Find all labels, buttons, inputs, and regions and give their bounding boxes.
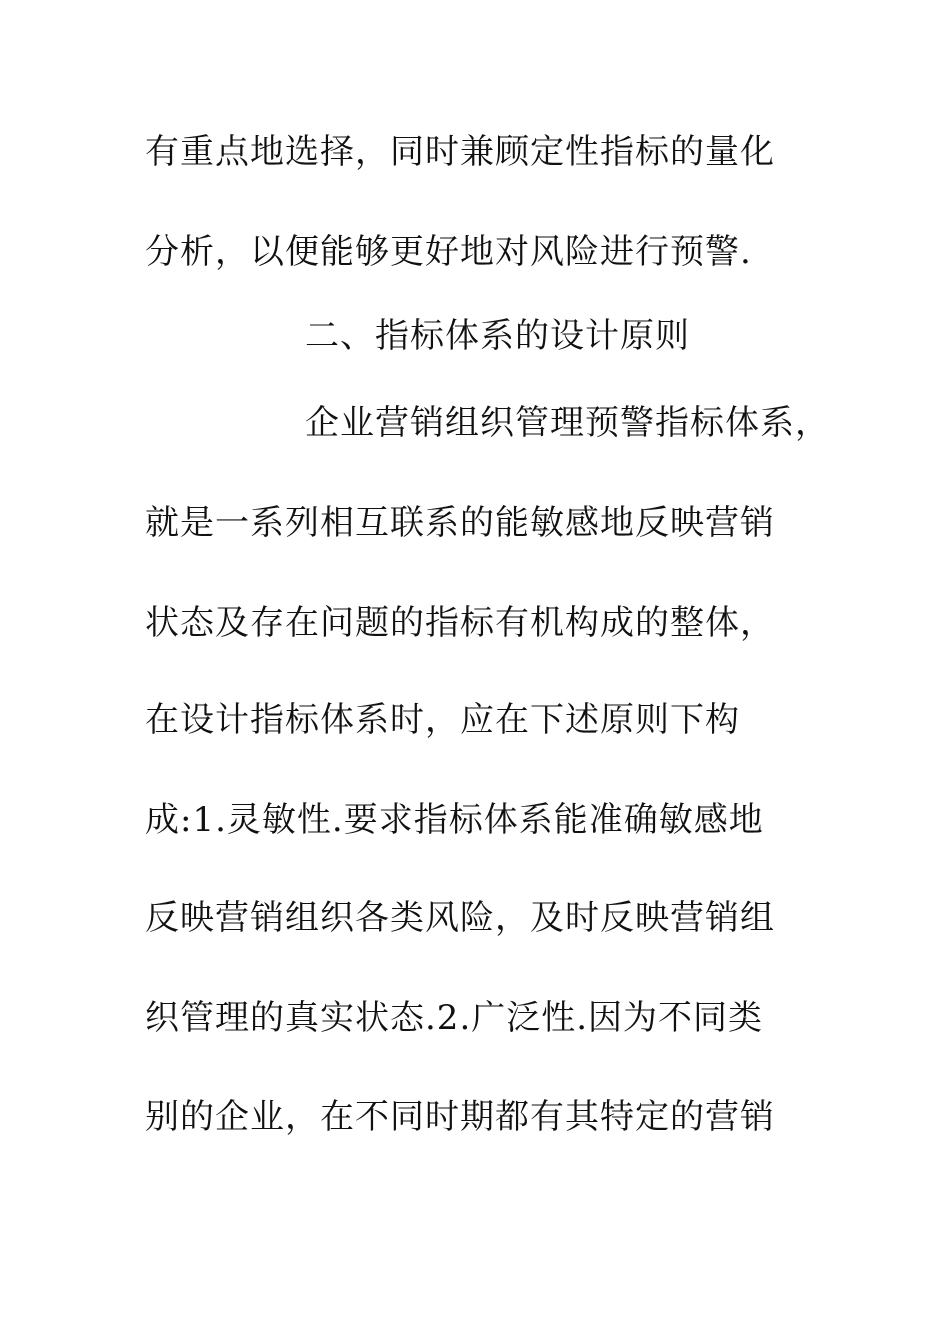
paragraph-line: 状态及存在问题的指标有机构成的整体，	[145, 603, 775, 643]
paragraph-line: 别的企业，在不同时期都有其特定的营销	[145, 1097, 775, 1137]
paragraph-line: 有重点地选择，同时兼顾定性指标的量化	[145, 132, 775, 172]
paragraph-line: 企业营销组织管理预警指标体系，	[305, 403, 830, 443]
section-heading: 二、指标体系的设计原则	[305, 316, 690, 356]
paragraph-line: 分析，以便能够更好地对风险进行预警.	[145, 232, 752, 272]
paragraph-line: 在设计指标体系时，应在下述原则下构	[145, 700, 740, 740]
paragraph-line: 成:1.灵敏性.要求指标体系能准确敏感地	[145, 800, 764, 840]
paragraph-line: 就是一系列相互联系的能敏感地反映营销	[145, 503, 775, 543]
paragraph-line: 织管理的真实状态.2.广泛性.因为不同类	[145, 998, 764, 1038]
paragraph-line: 反映营销组织各类风险，及时反映营销组	[145, 898, 775, 938]
